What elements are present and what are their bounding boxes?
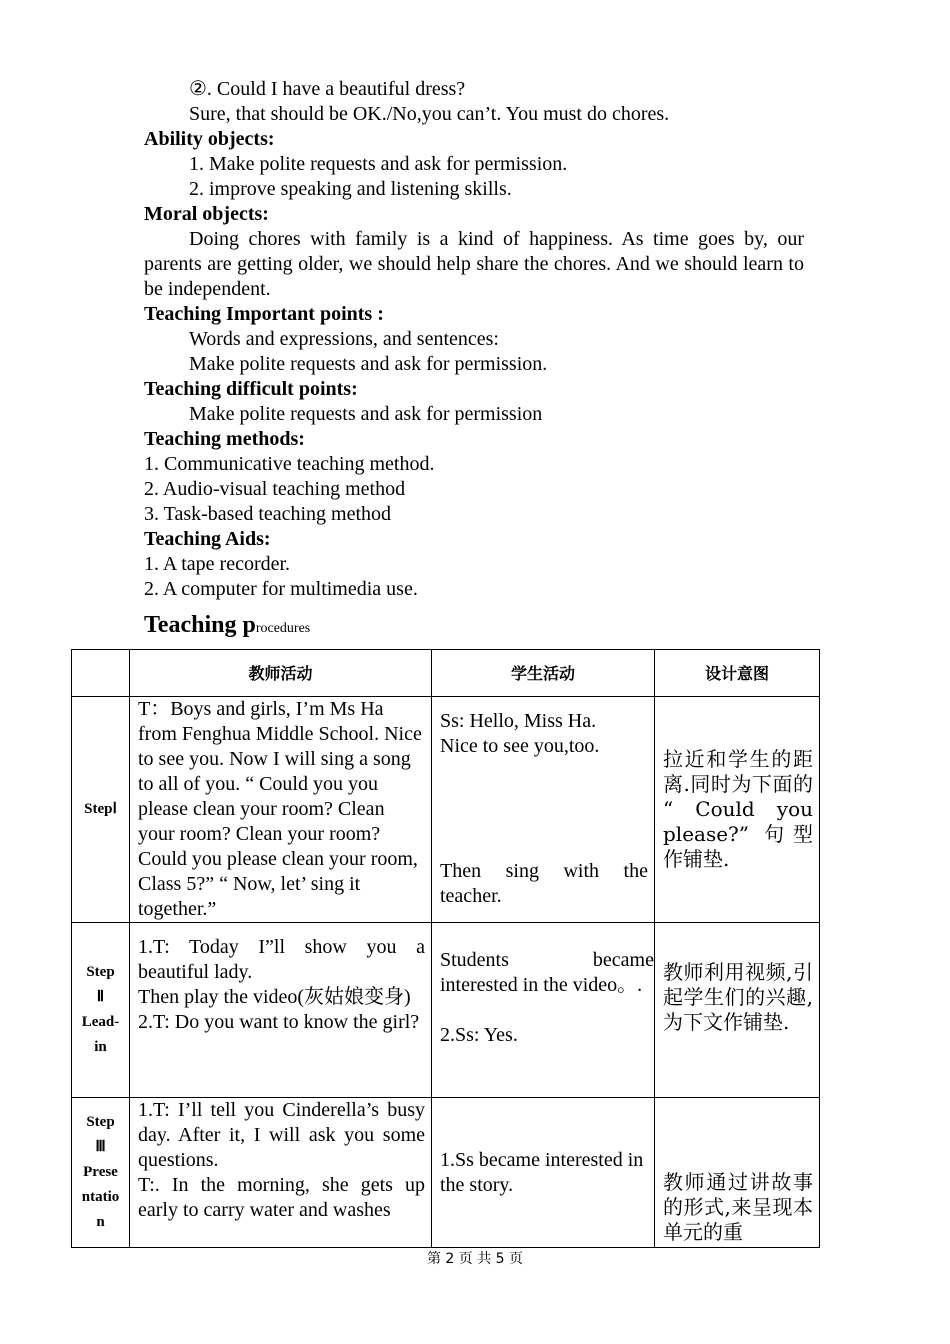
teacher-text: T：Boys and girls, I’m Ms Ha from Fenghua Middle School. Nice to see you. Now I will sing a song to all of you. “ Could you you please clean your room? Clean your room? Clean your room? Could you please clean your room, Class 5?” “ Now, let’ sing it together.” bbox=[138, 698, 422, 920]
step-label bbox=[72, 923, 130, 1098]
purpose-text: 教师通过讲故事的形式,来呈现本单元的重 bbox=[663, 1170, 813, 1244]
teacher-text: 1.T: Today I”ll show you a beautiful lady. bbox=[138, 936, 425, 983]
method-item: 3. Task-based teaching method bbox=[144, 503, 392, 525]
student-text: Students became interested in the video。. bbox=[440, 949, 654, 996]
teacher-activity bbox=[130, 923, 432, 1098]
purpose-text: 教师利用视频,引起学生们的兴趣,为下文作铺垫. bbox=[663, 960, 813, 1034]
moral-text: Doing chores with family is a kind of happiness. As time goes by, our parents are getting older, we should help share the chores. And we should learn to be independent. bbox=[144, 228, 804, 300]
example-question-2: ②. Could I have a beautiful dress? bbox=[189, 78, 466, 100]
step-label-line: in bbox=[94, 1039, 107, 1055]
student-text: Ss: Hello, Miss Ha. bbox=[440, 710, 597, 732]
step-label-line: n bbox=[96, 1214, 105, 1230]
teacher-text: Then play the video(灰姑娘变身) bbox=[138, 986, 411, 1008]
procedures-title bbox=[144, 610, 310, 644]
step-label-line: ntatio bbox=[81, 1189, 120, 1205]
student-text: Nice to see you,too. bbox=[440, 735, 600, 757]
example-answer-2: Sure, that should be OK./No,you can’t. You must do chores. bbox=[189, 103, 670, 125]
step-label-line: Step bbox=[86, 1114, 115, 1130]
teacher-activity bbox=[130, 697, 432, 923]
table-header-row bbox=[72, 650, 820, 697]
method-item: 2. Audio-visual teaching method bbox=[144, 478, 406, 500]
table-row bbox=[72, 923, 820, 1098]
moral-heading: Moral objects: bbox=[144, 203, 269, 225]
ability-item: 1. Make polite requests and ask for permission. bbox=[189, 153, 568, 175]
difficult-heading: Teaching difficult points: bbox=[144, 378, 358, 400]
ability-item: 2. improve speaking and listening skills. bbox=[189, 178, 512, 200]
teacher-text: 1.T: I’ll tell you Cinderella’s busy day. After it, I will ask you some questions. bbox=[138, 1099, 425, 1171]
page-footer: 第 2 页 共 5 页 bbox=[426, 1251, 524, 1267]
important-heading: Teaching Important points : bbox=[144, 303, 384, 325]
important-item: Words and expressions, and sentences: bbox=[189, 328, 499, 350]
step-label-line: Ⅱ bbox=[96, 989, 105, 1005]
procedures-title-main: Teaching p bbox=[144, 612, 256, 638]
aid-item: 2. A computer for multimedia use. bbox=[144, 578, 418, 600]
difficult-item: Make polite requests and ask for permission bbox=[189, 403, 543, 425]
teacher-text: T:. In the morning, she gets up early to carry water and washes bbox=[138, 1174, 425, 1221]
important-item: Make polite requests and ask for permission. bbox=[189, 353, 548, 375]
methods-heading: Teaching methods: bbox=[144, 428, 305, 450]
step-label-line: Ⅲ bbox=[95, 1139, 106, 1155]
student-text: Then sing with the teacher. bbox=[440, 860, 648, 907]
aid-item: 1. A tape recorder. bbox=[144, 553, 291, 575]
header-empty bbox=[72, 650, 130, 697]
step-label-line: StepⅠ bbox=[84, 801, 117, 817]
step-label bbox=[72, 697, 130, 923]
design-purpose bbox=[655, 697, 820, 923]
step-label-line: Step bbox=[86, 964, 115, 980]
student-activity bbox=[432, 1098, 655, 1248]
student-text: 2.Ss: Yes. bbox=[440, 1024, 518, 1046]
student-text: 1.Ss became interested in the story. bbox=[440, 1149, 644, 1196]
design-purpose bbox=[655, 1098, 820, 1248]
procedures-title-rest: rocedures bbox=[255, 621, 311, 636]
teacher-text: 2.T: Do you want to know the girl? bbox=[138, 1011, 420, 1033]
student-activity bbox=[432, 923, 655, 1098]
header-purpose: 设计意图 bbox=[655, 650, 820, 697]
table-row bbox=[72, 697, 820, 923]
purpose-text: 拉近和学生的距离.同时为下面的 “ Could you please?” 句型作铺垫. bbox=[663, 747, 813, 871]
table-row bbox=[72, 1098, 820, 1248]
teacher-activity bbox=[130, 1098, 432, 1248]
ability-heading: Ability objects: bbox=[144, 128, 275, 150]
student-activity bbox=[432, 697, 655, 923]
header-student: 学生活动 bbox=[432, 650, 655, 697]
header-teacher: 教师活动 bbox=[130, 650, 432, 697]
step-label bbox=[72, 1098, 130, 1248]
step-label-line: Prese bbox=[83, 1164, 118, 1180]
step-label-line: Lead- bbox=[81, 1014, 120, 1030]
design-purpose bbox=[655, 923, 820, 1098]
method-item: 1. Communicative teaching method. bbox=[144, 453, 435, 475]
procedures-table bbox=[71, 649, 820, 1248]
aids-heading: Teaching Aids: bbox=[144, 528, 271, 550]
